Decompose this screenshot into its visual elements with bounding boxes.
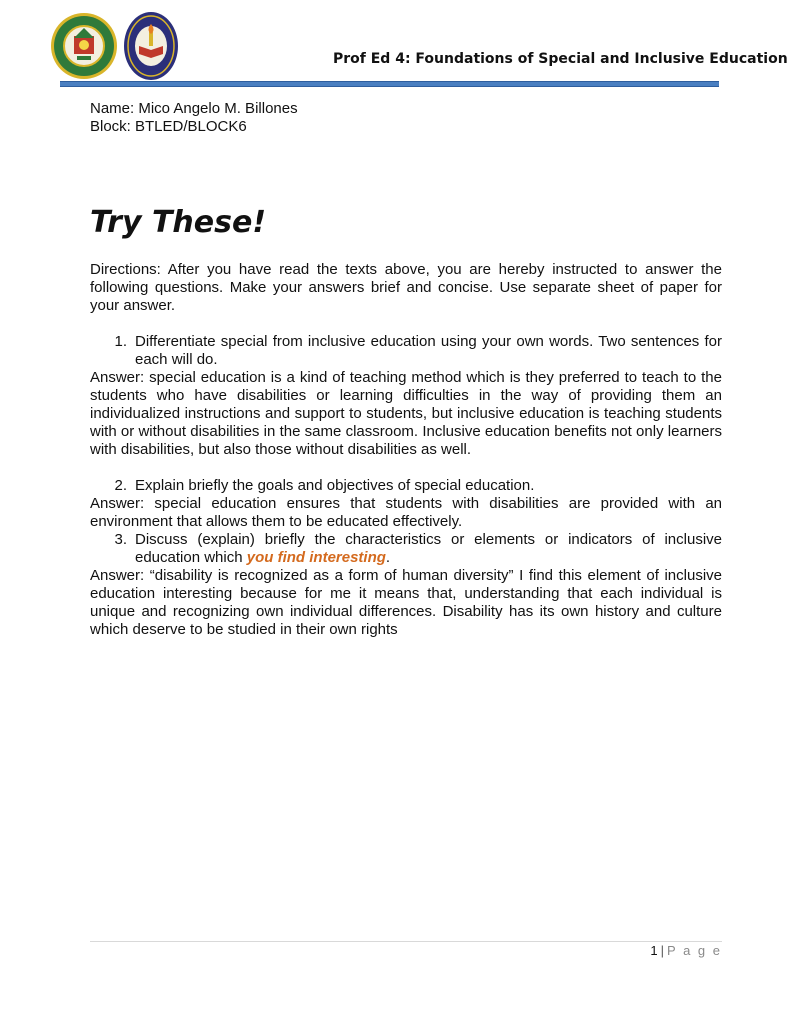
question-3 <box>90 531 722 567</box>
question-text: Explain briefly the goals and objectives of special education. <box>135 477 535 494</box>
page-number: 1 <box>650 943 658 958</box>
footer-rule <box>90 941 722 942</box>
footer-separator: | <box>660 943 665 958</box>
student-block: Block: BTLED/BLOCK6 <box>90 118 247 135</box>
question-text <box>135 531 722 567</box>
question-text-start: Discuss (explain) briefly the characteristics or elements or indicators of inclusive education which <box>135 531 722 566</box>
student-info <box>90 100 298 136</box>
college-logo <box>123 10 179 82</box>
page-footer <box>650 943 722 959</box>
question-text: Differentiate special from inclusive education using your own words. Two sentences for each will do. <box>135 333 722 368</box>
question-number: 2. <box>114 477 127 494</box>
university-logo <box>50 10 118 82</box>
question-1 <box>90 333 722 369</box>
page-heading: Try These! <box>90 205 267 240</box>
question-number: 3. <box>114 531 127 548</box>
page-label: P a g e <box>667 943 722 958</box>
answer-3: Answer: “disability is recognized as a form of human diversity” I find this element of inclusive education interesting because for me it means that, understanding that each individual is unique and recognizing own individual differences. Disability has its own history and culture which deserve to be studied in their own rights <box>90 567 722 638</box>
student-name: Name: Mico Angelo M. Billones <box>90 100 298 117</box>
course-title: Prof Ed 4: Foundations of Special and Inclusive Education <box>333 51 788 67</box>
question-2 <box>90 477 722 495</box>
header-rule <box>60 81 719 87</box>
directions-text: Directions: After you have read the texts above, you are hereby instructed to answer the following questions. Make your answers brief and concise. Use separate sheet of paper for your answer. <box>90 261 722 314</box>
document-body <box>90 261 722 639</box>
answer-2: Answer: special education ensures that students with disabilities are provided with an environment that allows them to be educated effectively. <box>90 495 722 530</box>
highlighted-phrase: you find interesting <box>246 549 386 566</box>
question-number: 1. <box>114 333 127 350</box>
university-seal-icon <box>50 10 118 82</box>
college-seal-icon <box>123 10 179 82</box>
answer-1: Answer: special education is a kind of teaching method which is they preferred to teach to the students who have disabilities or learning difficulties in the way of providing them an individualized instructions and support to students, but inclusive education is teaching students with or without disabilities in the same classroom. Inclusive education benefits not only learners with disabilities, but also those without disabilities as well. <box>90 369 722 458</box>
question-text-end: . <box>385 549 391 566</box>
